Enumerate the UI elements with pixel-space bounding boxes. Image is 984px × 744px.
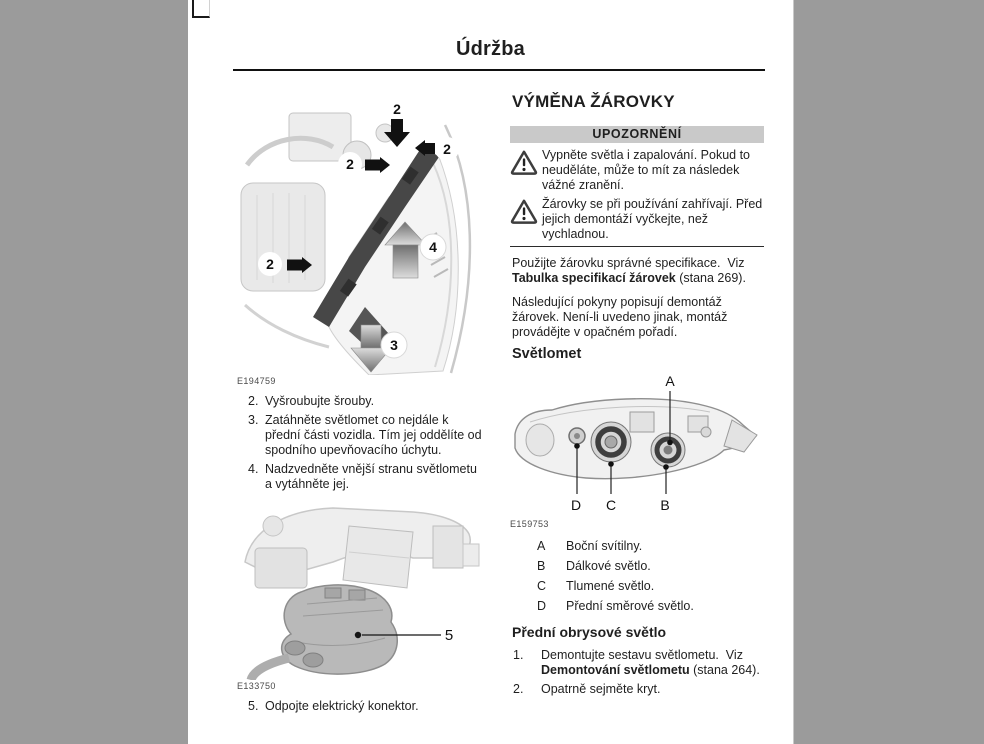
paragraph-spec: Použijte žárovku správné specifikace. Viz Tabulka specifikací žárovek (stana 269). [512, 256, 748, 285]
legend-item-a: A Boční svítilny. [537, 539, 643, 553]
warning-triangle-icon [510, 198, 538, 225]
cross-reference: Demontování světlometu [541, 663, 690, 677]
callout-3: 3 [390, 337, 398, 353]
callout-C: C [605, 497, 617, 513]
bulb-legend [510, 539, 764, 614]
right-column [510, 92, 764, 701]
callout-B: B [660, 497, 670, 513]
cross-reference: Tabulka specifikací žárovek [512, 271, 676, 285]
warning-item [510, 197, 764, 242]
step-2: 2. Opatrně sejměte kryt. [513, 682, 661, 696]
subsection-headlamp: Světlomet [512, 346, 582, 362]
legend-item-b: B Dálkové světlo. [537, 559, 651, 573]
warning-item [510, 148, 764, 193]
removal-steps [237, 394, 487, 492]
callout-2b: 2 [443, 141, 451, 157]
callout-D: D [570, 497, 582, 513]
page-title: Údržba [456, 38, 525, 60]
figure-code: E133750 [237, 681, 276, 691]
connector-step [237, 699, 487, 714]
position-light-steps [510, 648, 764, 697]
figure-code: E159753 [510, 519, 549, 529]
figure-electrical-connector [237, 496, 487, 680]
warning-text: Žárovky se při používání zahřívají. Před jejich demontáží vyčkejte, než vychladnou. [542, 197, 766, 241]
callout-2c: 2 [346, 156, 354, 172]
step-3: 3. Zatáhněte světlomet co nejdále k přední části vozidla. Tím jej oddělíte od spodního upevňovacího úchytu. [248, 413, 486, 457]
warning-text: Vypněte světla i zapalování. Pokud to neuděláte, může to mít za následek vážné zranění. [542, 148, 754, 192]
figure-headlamp-removal [237, 95, 487, 375]
subsection-front-position-light: Přední obrysové světlo [512, 624, 667, 640]
callout-4: 4 [429, 239, 437, 255]
legend-item-c: C Tlumené světlo. [537, 579, 655, 593]
step-4: 4. Nadzvedněte vnější stranu světlometu a vytáhněte jej. [248, 462, 481, 491]
left-column [237, 95, 487, 718]
page-corner-marker [192, 0, 210, 18]
callout-2a: 2 [393, 101, 401, 117]
warning-triangle-icon [510, 149, 538, 176]
callout-5: 5 [444, 627, 454, 644]
manual-page [188, 0, 794, 744]
warning-header: UPOZORNĚNÍ [510, 126, 764, 143]
title-divider [233, 69, 765, 71]
callout-2d: 2 [266, 256, 274, 272]
callout-A: A [665, 373, 675, 389]
legend-item-d: D Přední směrové světlo. [537, 599, 694, 613]
step-2: 2. Vyšroubujte šrouby. [248, 394, 375, 408]
paragraph-instructions: Následující pokyny popisují demontáž žárovek. Není-li uvedeno jinak, montáž provádějte v opačném pořadí. [512, 295, 731, 339]
figure-headlamp-bulbs [510, 370, 762, 518]
step-1: 1. Demontujte sestavu světlometu. Viz Demontování světlometu (stana 264). [513, 648, 760, 677]
step-5: 5. Odpojte elektrický konektor. [248, 699, 419, 713]
section-divider [510, 246, 764, 247]
section-title: VÝMĚNA ŽÁROVKY [512, 92, 675, 111]
figure-code: E194759 [237, 376, 276, 386]
